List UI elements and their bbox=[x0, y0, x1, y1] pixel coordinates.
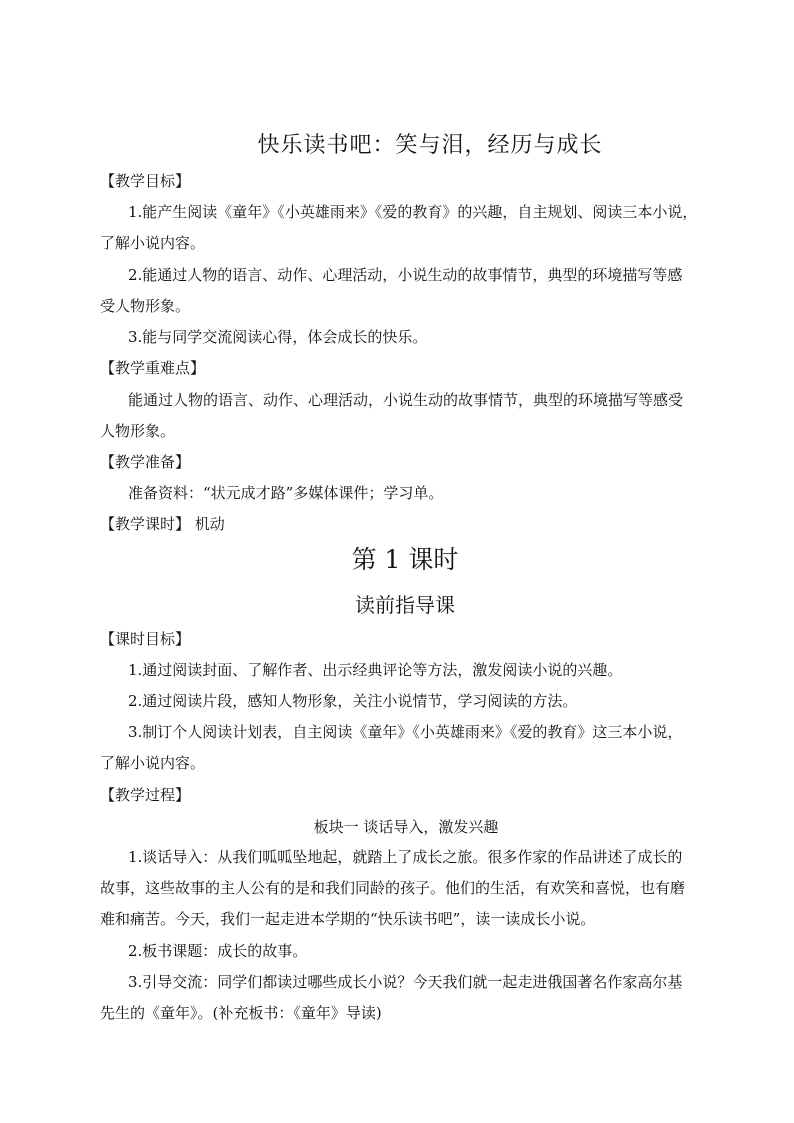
preparation-text: 准备资料：“状元成才路”多媒体课件；学习单。 bbox=[128, 484, 444, 502]
lesson-subtitle: 读前指导课 bbox=[355, 593, 455, 617]
lesson-goal-2: 2.通过阅读片段，感知人物形象，关注小说情节，学习阅读的方法。 bbox=[128, 692, 578, 710]
step-1-line-2: 故事，这些故事的主人公有的是和我们同龄的孩子。他们的生活，有欢笑和喜悦，也有磨 bbox=[100, 879, 686, 897]
step-2: 2.板书课题：成长的故事。 bbox=[128, 942, 308, 960]
step-1-line-3: 难和痛苦。今天，我们一起走进本学期的“快乐读书吧”，读一读成长小说。 bbox=[100, 910, 596, 928]
lesson-title: 第 1 课时 bbox=[351, 545, 459, 574]
section-heading-teaching-process: 【教学过程】 bbox=[100, 786, 191, 804]
section-heading-class-hours: 【教学课时】 机动 bbox=[100, 515, 225, 533]
goal-2-line-2: 受人物形象。 bbox=[100, 297, 191, 315]
step-3-line-1: 3.引导交流：同学们都读过哪些成长小说？今天我们就一起走进俄国著名作家高尔基 bbox=[128, 973, 683, 991]
step-1-line-1: 1.谈话导入：从我们呱呱坠地起，就踏上了成长之旅。很多作家的作品讲述了成长的 bbox=[128, 848, 683, 866]
goal-1-line-1: 1.能产生阅读《童年》《小英雄雨来》《爱的教育》的兴趣，自主规划、阅读三本小说， bbox=[128, 203, 698, 221]
section-heading-key-points: 【教学重难点】 bbox=[100, 359, 206, 377]
goal-3: 3.能与同学交流阅读心得，体会成长的快乐。 bbox=[128, 328, 428, 346]
key-point-line-1: 能通过人物的语言、动作、心理活动，小说生动的故事情节，典型的环境描写等感受 bbox=[128, 391, 684, 409]
goal-2-line-1: 2.能通过人物的语言、动作、心理活动，小说生动的故事情节，典型的环境描写等感 bbox=[128, 266, 683, 284]
section-heading-lesson-goals: 【课时目标】 bbox=[100, 630, 191, 648]
lesson-goal-1: 1.通过阅读封面、了解作者、出示经典评论等方法，激发阅读小说的兴趣。 bbox=[128, 661, 623, 679]
goal-1-line-2: 了解小说内容。 bbox=[100, 234, 206, 252]
step-3-line-2: 先生的《童年》。(补充板书：《童年》导读) bbox=[100, 1004, 382, 1022]
section-heading-teaching-goals: 【教学目标】 bbox=[100, 172, 191, 190]
lesson-goal-3-line-2: 了解小说内容。 bbox=[100, 754, 206, 772]
section-heading-preparation: 【教学准备】 bbox=[100, 453, 191, 471]
document-title: 快乐读书吧：笑与泪，经历与成长 bbox=[257, 133, 603, 158]
block-1-heading: 板块一 谈话导入，激发兴趣 bbox=[313, 818, 499, 836]
lesson-goal-3-line-1: 3.制订个人阅读计划表，自主阅读《童年》《小英雄雨来》《爱的教育》这三本小说， bbox=[128, 723, 683, 741]
key-point-line-2: 人物形象。 bbox=[100, 422, 176, 440]
